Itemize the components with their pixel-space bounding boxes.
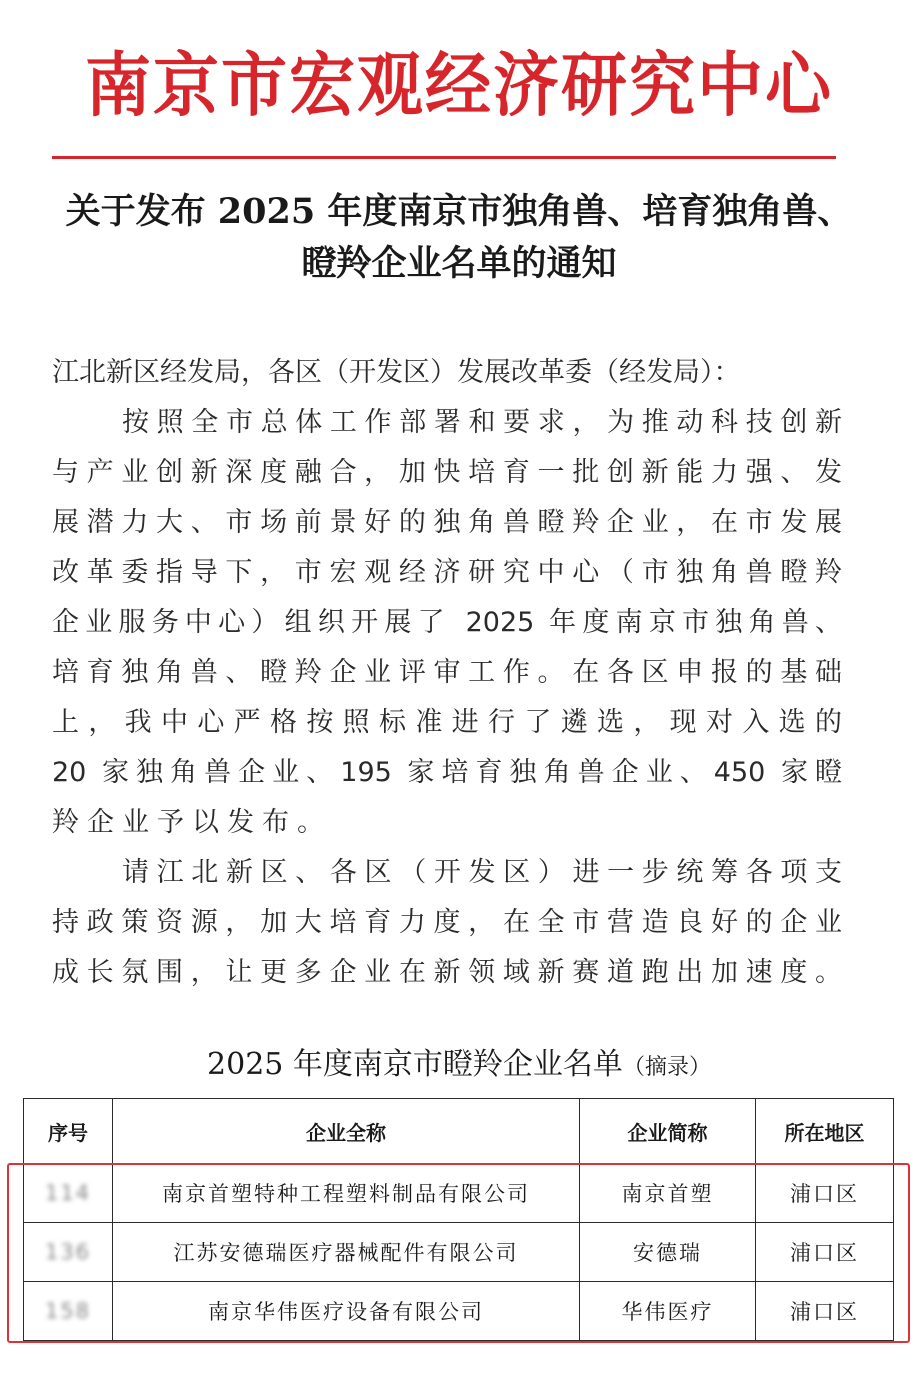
row-district: 浦口区 <box>756 1282 894 1341</box>
document-title-line-2: 瞪羚企业名单的通知 <box>301 243 617 284</box>
paragraph-2-line: 持政策资源，加大培育力度，在全市营造良好的企业 <box>52 907 842 938</box>
column-header-district: 所在地区 <box>756 1099 894 1164</box>
row-full-name: 江苏安德瑞医疗器械配件有限公司 <box>113 1223 580 1282</box>
organization-header: 南京市宏观经济研究中心 <box>85 45 833 126</box>
column-header-number: 序号 <box>24 1099 113 1164</box>
row-full-name: 南京首塑特种工程塑料制品有限公司 <box>113 1164 580 1223</box>
paragraph-2-line: 成长氛围，让更多企业在新领域新赛道跑出加速度。 <box>52 957 842 988</box>
salutation: 江北新区经发局，各区（开发区）发展改革委（经发局）： <box>52 357 741 388</box>
row-short-name: 南京首塑 <box>580 1164 756 1223</box>
paragraph-1-line: 培育独角兽、瞪羚企业评审工作。在各区申报的基础 <box>52 657 842 688</box>
table-row <box>24 1282 894 1341</box>
paragraph-2-line: 请江北新区、各区（开发区）进一步统筹各项支 <box>122 857 842 888</box>
enterprise-table <box>23 1098 894 1341</box>
row-short-name: 华伟医疗 <box>580 1282 756 1341</box>
document-title-line-1: 关于发布 2025 年度南京市独角兽、培育独角兽、 <box>65 191 853 232</box>
paragraph-1-line: 羚企业予以发布。 <box>52 807 332 838</box>
row-number: 136 <box>24 1223 113 1282</box>
paragraph-1-line: 改革委指导下，市宏观经济研究中心（市独角兽瞪羚 <box>52 557 842 588</box>
row-district: 浦口区 <box>756 1164 894 1223</box>
paragraph-1-line: 按照全市总体工作部署和要求，为推动科技创新 <box>122 407 842 438</box>
table-header-row <box>24 1099 894 1164</box>
row-district: 浦口区 <box>756 1223 894 1282</box>
column-header-short-name: 企业简称 <box>580 1099 756 1164</box>
paragraph-1-line: 企业服务中心）组织开展了 2025 年度南京市独角兽、 <box>52 607 842 638</box>
table-row <box>24 1164 894 1223</box>
paragraph-1-line: 展潜力大、市场前景好的独角兽瞪羚企业，在市发展 <box>52 507 842 538</box>
table-title-text: 2025 年度南京市瞪羚企业名单 <box>207 1047 623 1082</box>
paragraph-1-line: 与产业创新深度融合，加快培育一批创新能力强、发 <box>52 457 842 488</box>
row-number: 114 <box>24 1164 113 1223</box>
row-short-name: 安德瑞 <box>580 1223 756 1282</box>
paragraph-1-line: 20 家独角兽企业、195 家培育独角兽企业、450 家瞪 <box>52 757 842 788</box>
row-number: 158 <box>24 1282 113 1341</box>
column-header-full-name: 企业全称 <box>113 1099 580 1164</box>
table-title <box>0 1043 918 1090</box>
paragraph-1-line: 上，我中心严格按照标准进行了遴选，现对入选的 <box>52 707 842 738</box>
red-divider <box>52 156 836 159</box>
table-title-note: （摘录） <box>622 1055 711 1080</box>
table-row <box>24 1223 894 1282</box>
row-full-name: 南京华伟医疗设备有限公司 <box>113 1282 580 1341</box>
